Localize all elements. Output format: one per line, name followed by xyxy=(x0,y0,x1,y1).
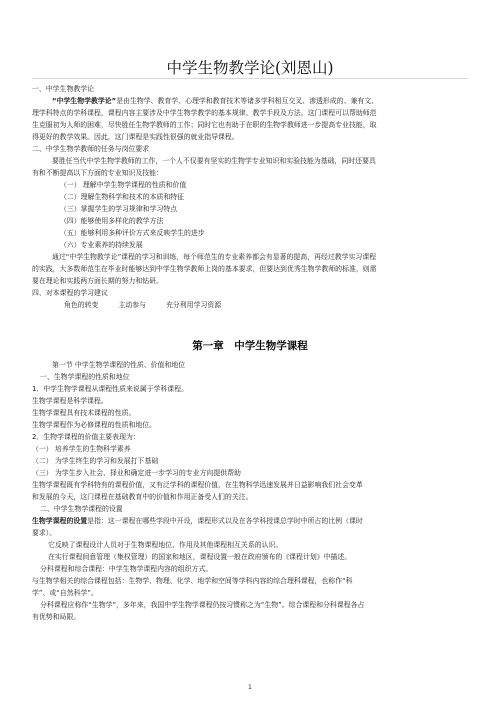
paragraph-line: 分科课程和综合课程：中学生物学课程内容的组织方式。 xyxy=(40,565,213,573)
paragraph-line: 学”、或“自然科学”。 xyxy=(32,589,98,597)
paragraph-line: 要在理论和实践两方面长期的努力和钻研。 xyxy=(32,277,163,285)
paragraph-line: 理学科特点的学科课程，课程内容主要涉及中学生物学教学的基本规律、教学手段及方法。这门课程可以帮助师范 xyxy=(32,109,377,117)
paragraph-line: 生物学课程作为必修课程的性质和地位。 xyxy=(32,421,157,429)
study-tips xyxy=(64,301,241,310)
paragraph-line: 生物学课程既有学科特有的课程价值，又有泛学科的课程价值，在生物科学迅速发展并日益影响我们社会变革 xyxy=(32,481,363,489)
paragraph-line: 2．生物学课程的价值主要表现为： xyxy=(32,433,140,441)
list-item: （二） 为学生终生的学习和发展打下基础 xyxy=(32,457,159,465)
list-item: （一） 培养学生的生物科学素养 xyxy=(32,445,131,453)
paragraph-text: 是指：这一课程在哪些学段中开设，课程形式以及在各学科授课总学时中所占的比例（课时 xyxy=(87,517,363,525)
subsection-heading: 二、中学生物学课程的设置 xyxy=(40,505,123,513)
term-bold: “中学生物学教学论” xyxy=(52,97,117,105)
paragraph-line: 要求）。 xyxy=(32,529,57,537)
study-tip: 角色的转变 xyxy=(64,301,99,309)
paragraph-line: 在实行课程间意管理（集权管理）的国家和地区，课程设置一般在政府颁布的《课程计划》中描述。 xyxy=(48,553,352,561)
list-item: （五）能够利用多种评价方式来反映学生的进步 xyxy=(60,229,205,237)
term-bold: 生物学课程的设置 xyxy=(32,517,88,525)
paragraph-line: 它反映了课程设计人员对于生物课程地位、作用及其他课程相互关系的认识。 xyxy=(48,541,283,549)
section-heading: 四、对本课程的学习建议 xyxy=(32,289,108,297)
paragraph-line: 生克服初为人师的困难，尽快胜任生物学教师的工作；同时它也有助于在职的生物学教师进一步提高专业技能，取 xyxy=(32,121,377,129)
list-item: （一） 理解中学生物学课程的性质和价值 xyxy=(60,181,187,189)
section-heading: 一、中学生物教学论 xyxy=(32,85,95,93)
paragraph-line: 通过“中学生物教学论”课程的学习和训练，每个师范生的专业素养都会有显著的提高，再经过教学实习课程 xyxy=(52,253,377,261)
list-item: （二）理解生物科学和技术的本质和特征 xyxy=(60,193,185,201)
paragraph-line: 的实践，大多数师范生在毕业时能够达到中学生物学教师上岗的基本要求，但要达到优秀生物学教师的标准，则需 xyxy=(32,265,377,273)
study-tip: 主动参与 xyxy=(118,301,147,309)
chapter-title: 第一章 中学生物学课程 xyxy=(192,340,308,352)
document-title: 中学生物教学论(刘恩山) xyxy=(166,59,334,77)
list-item: （四）能够使用多样化的教学方法 xyxy=(60,217,164,225)
paragraph-line: 生物学课程是科学课程。 xyxy=(32,397,108,405)
paragraph-text: 是由生物学、教育学、心理学和教育技术等诸多学科相互交叉、渗透形成的、兼有文、 xyxy=(116,97,379,105)
list-item: （三） 为学生步入社会、择业和确定进一步学习的专业方向提供帮助 xyxy=(32,469,241,477)
paragraph-line: 与生物学相关的综合课程包括：生物学、物理、化学、地学和空间等学科内容的综合理科课程，也称作“科 xyxy=(32,577,353,585)
paragraph-line xyxy=(32,517,363,526)
paragraph-line: 有和不断提高以下方面的专业知识及技能： xyxy=(32,169,163,177)
paragraph-line: 分科课程应称作“生物学”，多年来，我国中学生物学课程仍按习惯称之为“生物”。综合课程和分科课程各占 xyxy=(40,601,365,609)
paragraph-line: 和发展的今天，这门课程在基础教育中的价值和作用正备受人们的关注。 xyxy=(32,493,253,501)
paragraph-line xyxy=(52,97,378,106)
page-number: 1 xyxy=(247,683,253,691)
paragraph-line: 有优势和局限。 xyxy=(32,613,81,621)
paragraph-line: 得更好的教学效果。因此，这门课程是实践性很强的就业指导课程。 xyxy=(32,133,239,141)
subsection-heading: 一、生物学课程的性质和地位 xyxy=(40,373,130,381)
paragraph-line: 生物学课程具有技术课程的性质。 xyxy=(32,409,136,417)
study-tip: 充分利用学习资源 xyxy=(166,301,222,309)
section-subtitle: 第一节 中学生物学课程的性质、价值和地位 xyxy=(52,361,186,369)
title-divider xyxy=(32,78,468,79)
paragraph-line: 要胜任当代中学生物学教师的工作，一个人不仅要有坚实的生物学专业知识和实验技能为基础，同时还要具 xyxy=(52,157,376,165)
paragraph-line: 1．中学生物学课程从课程性质来说属于学科课程。 xyxy=(32,385,188,393)
list-item: （六）专业素养的持续发展 xyxy=(60,241,143,249)
section-heading: 二、中学生物学教师的任务与岗位要求 xyxy=(32,145,150,153)
list-item: （三）掌握学生的学习规律和学习特点 xyxy=(60,205,178,213)
